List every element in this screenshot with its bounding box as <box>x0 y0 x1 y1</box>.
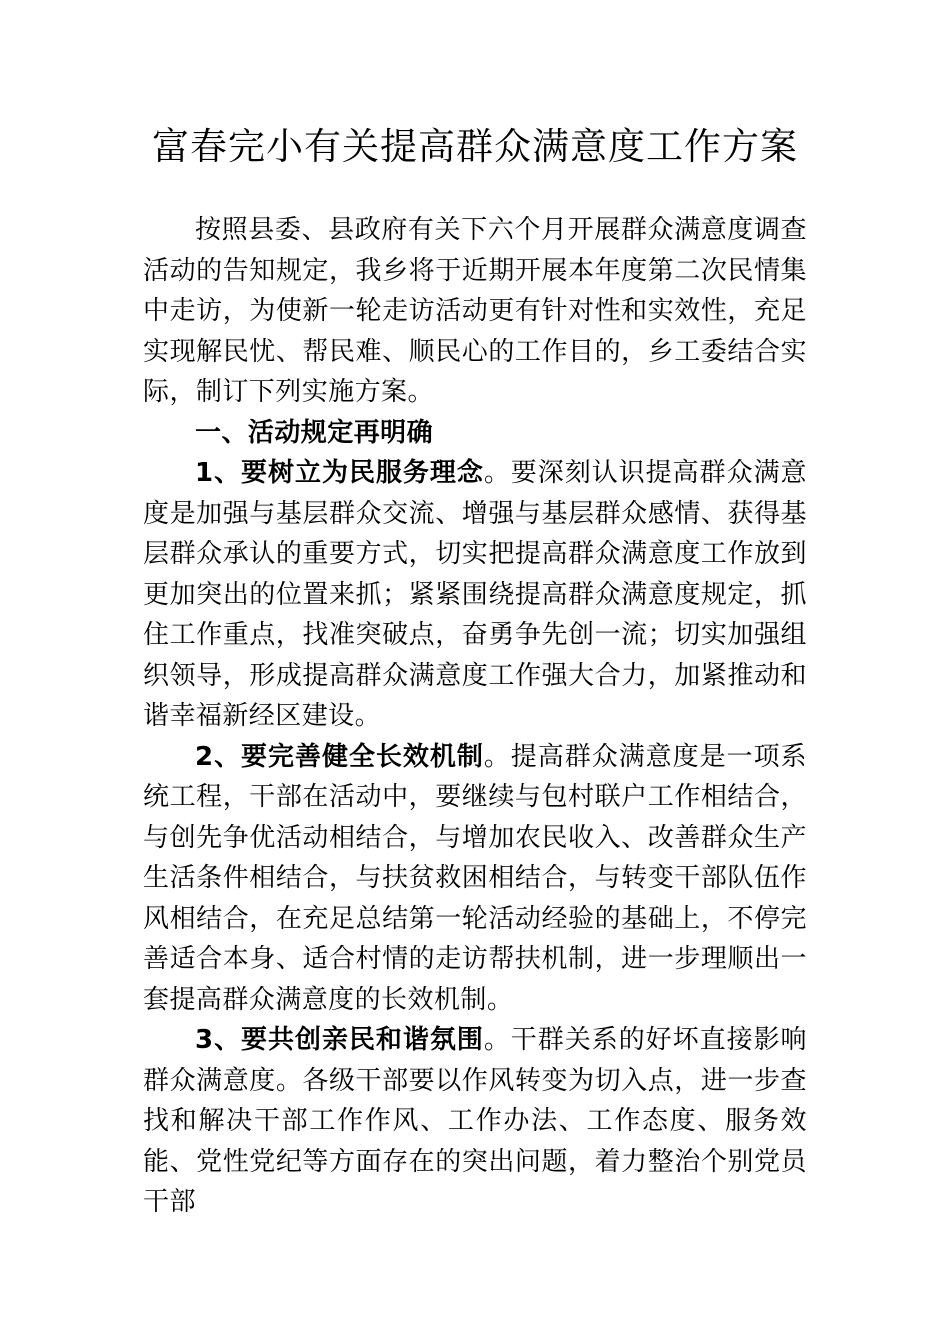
item-lead-2: 2、要完善健全长效机制 <box>195 741 484 772</box>
item-text-2: 。提高群众满意度是一项系统工程，干部在活动中，要继续与包村联户工作相结合，与创先争优活动相结合，与增加农民收入、改善群众生产生活条件相结合，与扶贫救困相结合，与转变干部队伍作风相结合，在充足总结第一轮活动经验的基础上，不停完善适合本身、适合村情的走访帮扶机制，进一步理顺出一套提高群众满意度的长效机制。 <box>143 741 808 1015</box>
item-paragraph-2 <box>143 737 807 1021</box>
item-text-3: 。干群关系的好坏直接影响群众满意度。各级干部要以作风转变为切入点，进一步查找和解决干部工作作风、工作办法、工作态度、服务效能、党性党纪等方面存在的突出问题，着力整治个别党员干部 <box>143 1025 808 1217</box>
item-lead-3: 3、要共创亲民和谐氛围 <box>195 1025 484 1055</box>
item-paragraph-1 <box>143 453 807 737</box>
item-lead-1: 1、要树立为民服务理念 <box>195 458 484 488</box>
document-body <box>143 210 807 1223</box>
intro-paragraph: 按照县委、县政府有关下六个月开展群众满意度调查活动的告知规定，我乡将于近期开展本年度第二次民情集中走访，为使新一轮走访活动更有针对性和实效性，充足实现解民忧、帮民难、顺民心的工作目的，乡工委结合实际，制订下列实施方案。 <box>143 215 807 407</box>
item-text-1: 。要深刻认识提高群众满意度是加强与基层群众交流、增强与基层群众感情、获得基层群众承认的重要方式，切实把提高群众满意度工作放到更加突出的位置来抓；紧紧围绕提高群众满意度规定，抓住工作重点，找准突破点，奋勇争先创一流；切实加强组织领导，形成提高群众满意度工作强大合力，加紧推动和谐幸福新经区建设。 <box>143 458 808 731</box>
document-title: 富春完小有关提高群众满意度工作方案 <box>152 125 798 168</box>
item-paragraph-3 <box>143 1020 807 1223</box>
section-heading-1: 一、活动规定再明确 <box>195 417 434 448</box>
